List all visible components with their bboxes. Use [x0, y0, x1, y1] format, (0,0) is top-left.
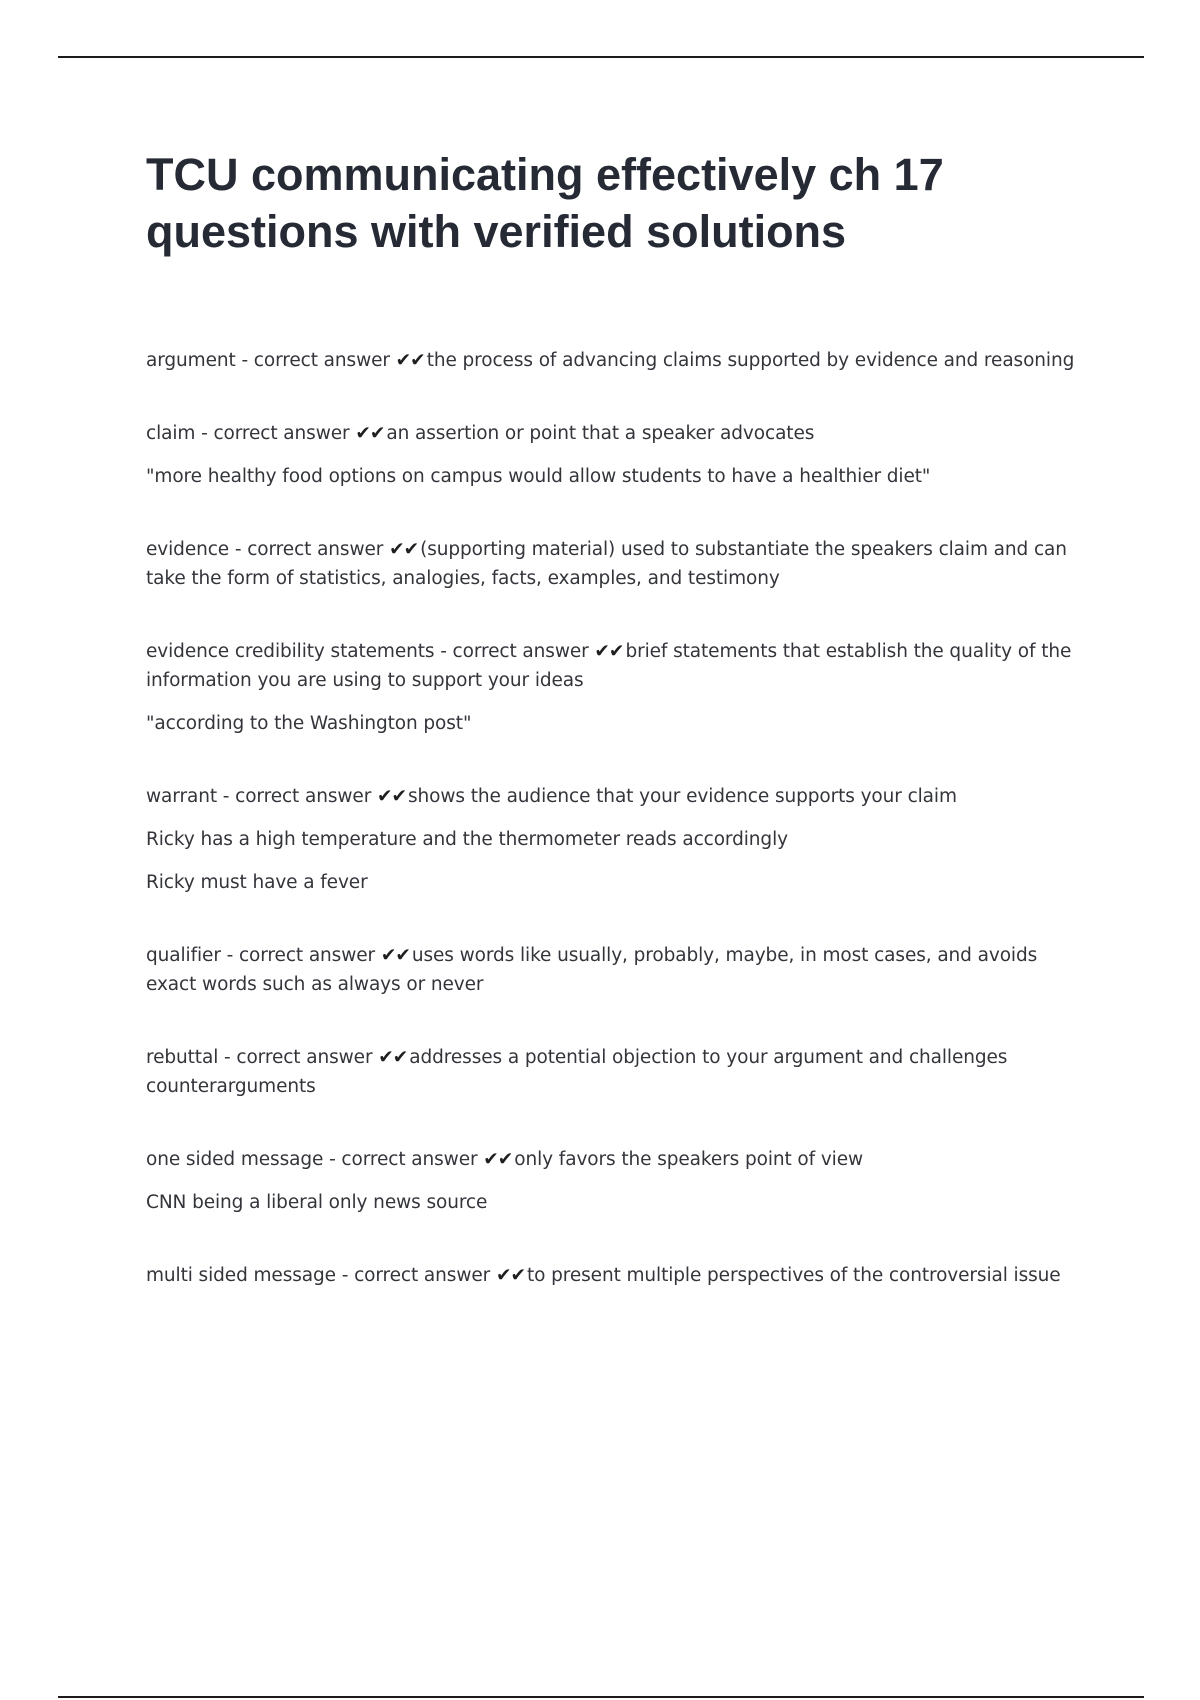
- double-check-icon: ✔✔: [495, 1265, 525, 1286]
- double-check-icon: ✔✔: [483, 1149, 513, 1170]
- qa-answer-line: [146, 782, 1086, 811]
- qa-answer-line: [146, 535, 1086, 593]
- definition: (supporting material) used to substantiate the speakers claim and can take the form of statistics, analogies, facts, examples, and testimony: [146, 539, 1067, 589]
- definition: shows the audience that your evidence supports your claim: [408, 786, 957, 807]
- qa-answer-line: [146, 419, 1086, 448]
- definition: only favors the speakers point of view: [514, 1149, 864, 1170]
- term: warrant: [146, 786, 217, 807]
- example-line: Ricky must have a fever: [146, 872, 368, 893]
- qa-entry: [146, 637, 1086, 738]
- double-check-icon: ✔✔: [355, 423, 385, 444]
- example-line: "according to the Washington post": [146, 713, 472, 734]
- answer-separator: - correct answer: [329, 1149, 478, 1170]
- bottom-rule: [58, 1696, 1144, 1698]
- double-check-icon: ✔✔: [380, 945, 410, 966]
- qa-answer-line: [146, 637, 1086, 695]
- answer-separator: - correct answer: [234, 539, 384, 560]
- definition: the process of advancing claims supported by evidence and reasoning: [426, 350, 1075, 371]
- double-check-icon: ✔✔: [376, 786, 406, 807]
- answer-separator: - correct answer: [201, 423, 350, 444]
- qa-entry: [146, 1043, 1086, 1101]
- example-line: "more healthy food options on campus would allow students to have a healthier diet": [146, 466, 931, 487]
- definition: uses words like usually, probably, maybe, in most cases, and avoids exact words such as always or never: [146, 945, 1038, 995]
- term: claim: [146, 423, 196, 444]
- qa-entry: [146, 419, 1086, 491]
- example-line: CNN being a liberal only news source: [146, 1192, 488, 1213]
- double-check-icon: ✔✔: [594, 641, 624, 662]
- qa-entry: [146, 1261, 1086, 1290]
- document-title: TCU communicating effectively ch 17 questions with verified solutions: [146, 149, 944, 257]
- top-rule: [58, 56, 1144, 58]
- double-check-icon: ✔✔: [389, 539, 419, 560]
- qa-answer-line: [146, 346, 1086, 375]
- qa-answer-line: [146, 941, 1086, 999]
- definition: addresses a potential objection to your argument and challenges counterarguments: [146, 1047, 1008, 1097]
- qa-entry: [146, 346, 1086, 375]
- answer-separator: - correct answer: [440, 641, 589, 662]
- double-check-icon: ✔✔: [395, 350, 425, 371]
- answer-separator: - correct answer: [341, 1265, 491, 1286]
- double-check-icon: ✔✔: [378, 1047, 408, 1068]
- term: argument: [146, 350, 236, 371]
- qa-answer-line: [146, 1043, 1086, 1101]
- qa-answer-line: [146, 1145, 1086, 1174]
- answer-separator: - correct answer: [224, 1047, 373, 1068]
- term: qualifier: [146, 945, 221, 966]
- qa-entry: [146, 1145, 1086, 1217]
- qa-list: [146, 346, 1086, 1334]
- example-line: Ricky has a high temperature and the thermometer reads accordingly: [146, 829, 788, 850]
- term: one sided message: [146, 1149, 324, 1170]
- definition: brief statements that establish the quality of the information you are using to support your ideas: [146, 641, 1072, 691]
- qa-entry: [146, 941, 1086, 999]
- definition: an assertion or point that a speaker advocates: [386, 423, 815, 444]
- qa-entry: [146, 782, 1086, 897]
- definition: to present multiple perspectives of the controversial issue: [526, 1265, 1061, 1286]
- term: evidence: [146, 539, 230, 560]
- term: multi sided message: [146, 1265, 336, 1286]
- answer-separator: - correct answer: [222, 786, 372, 807]
- qa-answer-line: [146, 1261, 1086, 1290]
- answer-separator: - correct answer: [241, 350, 390, 371]
- term: evidence credibility statements: [146, 641, 435, 662]
- qa-entry: [146, 535, 1086, 593]
- answer-separator: - correct answer: [226, 945, 376, 966]
- term: rebuttal: [146, 1047, 219, 1068]
